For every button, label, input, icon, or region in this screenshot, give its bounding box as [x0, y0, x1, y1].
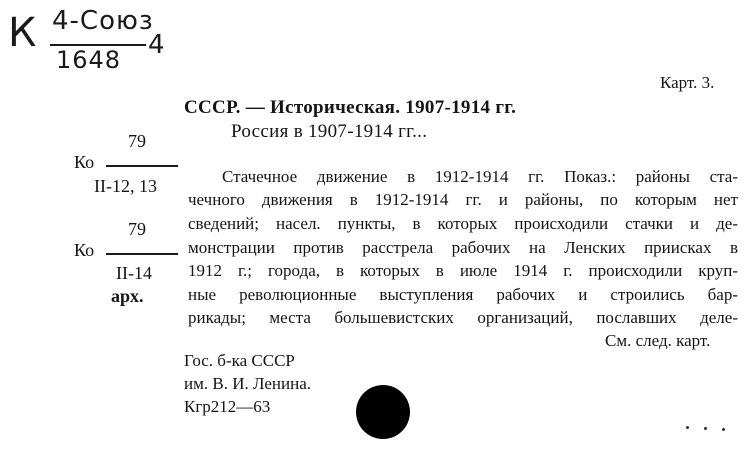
- shelfmark-bottom: II-12, 13: [94, 176, 157, 196]
- shelfmark-prefix: Ко: [74, 152, 95, 172]
- shelfmark-top: 79: [128, 131, 146, 151]
- description-line: ные революционные выступления рабочих и строились бар-: [188, 285, 738, 304]
- shelfmark-extra: арх.: [111, 286, 144, 306]
- see-next-card: См. след. карт.: [605, 331, 711, 350]
- handwritten-letter: К: [8, 10, 38, 56]
- card-subheading: Россия в 1907-1914 гг...: [231, 121, 428, 142]
- description-line: чечного движения в 1912-1914 гг. и районы, по которым нет: [188, 190, 738, 209]
- shelfmark-fraction-line: [106, 165, 178, 167]
- punch-hole: [356, 385, 410, 439]
- handwritten-denominator: 1648: [56, 46, 122, 74]
- card-label: Карт. 3.: [660, 73, 715, 92]
- card-heading: СССР. — Историческая. 1907-1914 гг.: [184, 97, 517, 118]
- handwritten-numerator: 4-Союз: [52, 6, 154, 36]
- handwritten-suffix: 4: [148, 30, 166, 60]
- description-line: Стачечное движение в 1912-1914 гг. Показ.: районы ста-: [222, 167, 738, 186]
- dust-speck: [722, 428, 725, 431]
- shelfmark-top: 79: [128, 219, 146, 239]
- description-line: сведений; насел. пункты, в которых происходили стачки и де-: [188, 214, 738, 233]
- shelfmark-fraction-line: [106, 253, 178, 255]
- dust-speck: [704, 427, 707, 430]
- description-line: рикады; места большевистских организаций, пославших деле-: [188, 308, 738, 327]
- library-code: Кгр212—63: [184, 397, 271, 416]
- description-line: 1912 г.; города, в которых в июле 1914 г. происходили круп-: [188, 261, 738, 280]
- library-name: Гос. б-ка СССР: [184, 351, 295, 370]
- library-dedication: им. В. И. Ленина.: [184, 374, 312, 393]
- dust-speck: [686, 426, 689, 429]
- shelfmark-bottom: II-14: [116, 263, 152, 283]
- shelfmark-prefix: Ко: [74, 240, 95, 260]
- description-line: монстрации против расстрела рабочих на Ленских приисках в: [188, 238, 738, 257]
